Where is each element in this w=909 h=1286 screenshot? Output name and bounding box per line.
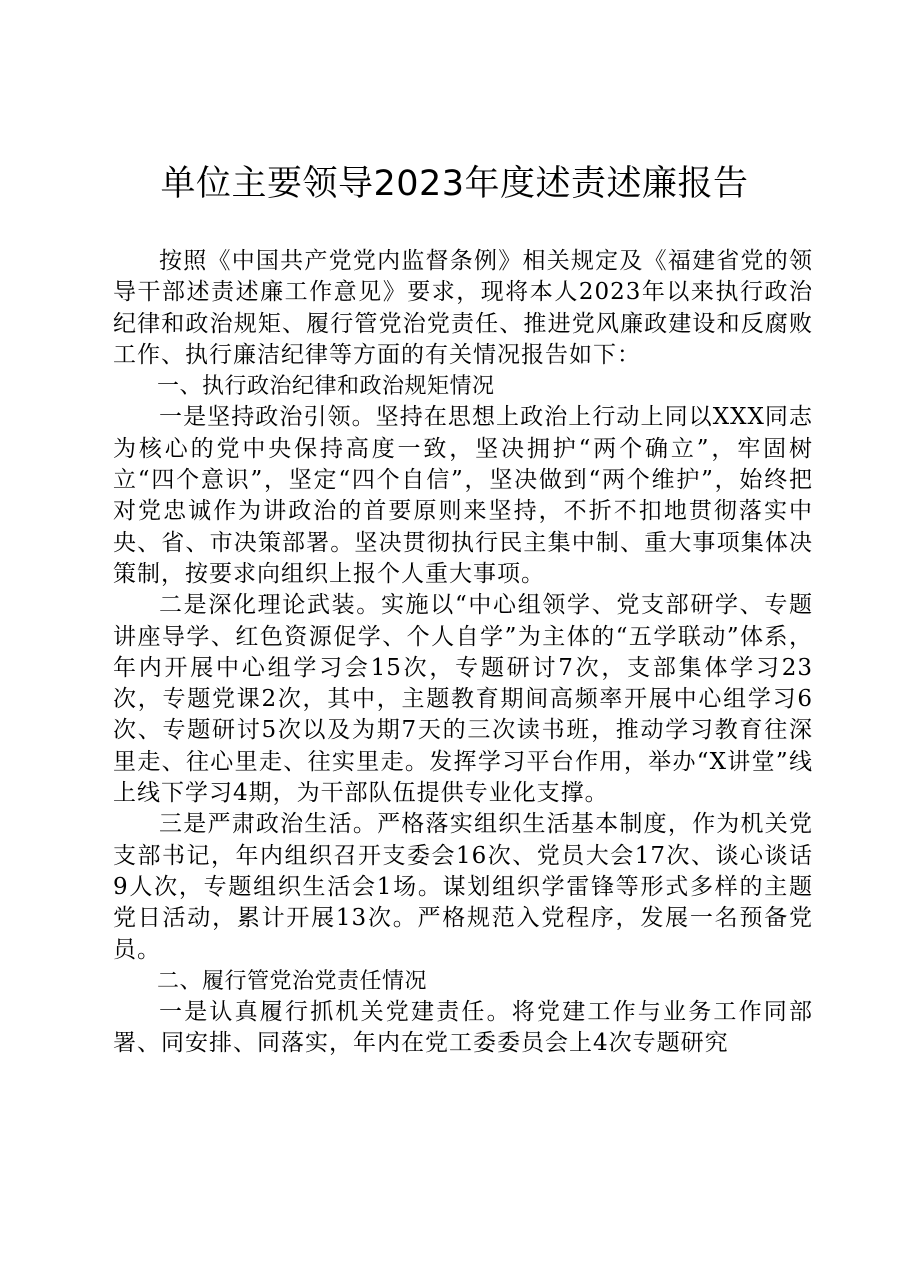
document-title: 单位主要领导2023年度述责述廉报告 bbox=[160, 164, 749, 204]
section-heading-2: 二、履行管党治党责任情况 bbox=[157, 968, 428, 994]
section-1-paragraph-3: 三是严肃政治生活。严格落实组织生活基本制度，作为机关党支部书记，年内组织召开支委会16次、党员大会17次、谈心谈话9人次，专题组织生活会1场。谋划组织学雷锋等形式多样的主题党日活动，累计开展13次。严格规范入党程序，发展一名预备党员。 bbox=[113, 811, 813, 963]
intro-paragraph: 按照《中国共产党党内监督条例》相关规定及《福建省党的领导干部述责述廉工作意见》要求，现将本人2023年以来执行政治纪律和政治规矩、履行管党治党责任、推进党风廉政建设和反腐败工作、执行廉洁纪律等方面的有关情况报告如下： bbox=[113, 248, 813, 368]
section-2-paragraph-1: 一是认真履行抓机关党建责任。将党建工作与业务工作同部署、同安排、同落实，年内在党工委委员会上4次专题研究 bbox=[113, 999, 813, 1057]
document-body bbox=[113, 246, 813, 1060]
section-heading-1: 一、执行政治纪律和政治规矩情况 bbox=[157, 374, 495, 400]
section-1-paragraph-1: 一是坚持政治引领。坚持在思想上政治上行动上同以XXX同志为核心的党中央保持高度一致，坚决拥护“两个确立”，牢固树立“四个意识”，坚定“四个自信”，坚决做到“两个维护”，始终把对党忠诚作为讲政治的首要原则来坚持，不折不扣地贯彻落实中央、省、市决策部署。坚决贯彻执行民主集中制、重大事项集体决策制，按要求向组织上报个人重大事项。 bbox=[113, 404, 813, 587]
section-1-paragraph-2: 二是深化理论武装。实施以“中心组领学、党支部研学、专题讲座导学、红色资源促学、个人自学”为主体的“五学联动”体系，年内开展中心组学习会15次，专题研讨7次，支部集体学习23次，专题党课2次，其中，主题教育期间高频率开展中心组学习6次、专题研讨5次以及为期7天的三次读书班，推动学习教育往深里走、往心里走、往实里走。发挥学习平台作用，举办“X讲堂”线上线下学习4期，为干部队伍提供专业化支撑。 bbox=[113, 592, 813, 807]
